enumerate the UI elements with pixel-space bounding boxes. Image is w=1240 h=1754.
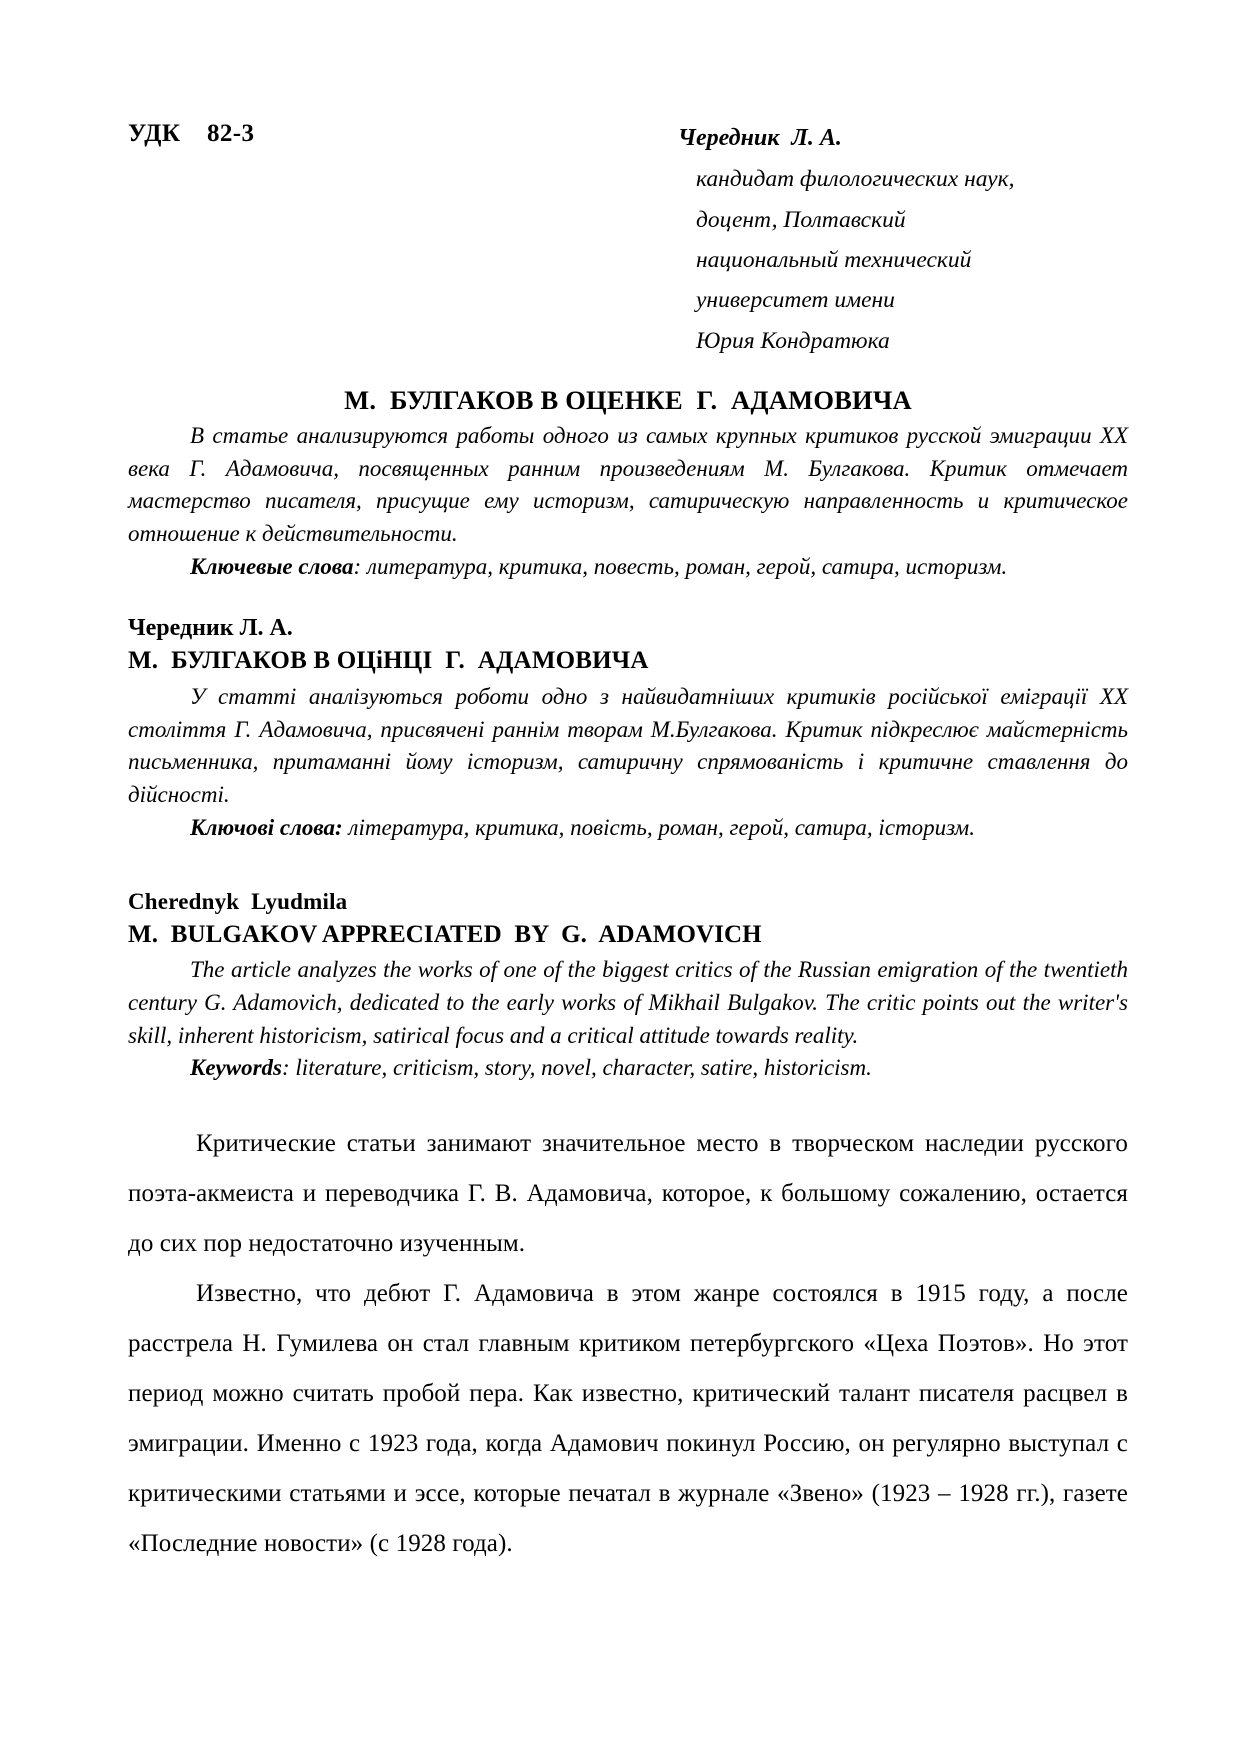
udc-value: 82-3 (206, 120, 255, 147)
keywords-russian-value: литература, критика, повесть, роман, герой, сатира, историзм. (366, 553, 1008, 579)
article-body (128, 1119, 1128, 1569)
keywords-ukrainian (128, 812, 1128, 845)
keywords-russian (128, 551, 1128, 584)
udc-code (128, 118, 254, 148)
author-name: Чередник Л. А. (678, 125, 842, 151)
keywords-english-label: Keywords (190, 1055, 282, 1081)
abstract-english: The article analyzes the works of one of the biggest critics of the Russian emigration of the twentieth century G. Adamovich, dedicated to the early works of Mikhail Bulgakov. The critic points out the writer's skill, inherent historicism, satirical focus and a critical attitude towards reality. (128, 957, 1128, 1048)
udc-label: УДК (128, 120, 181, 147)
keywords-english-sep: : (282, 1055, 296, 1081)
author-ukrainian: Чередник Л. А. (128, 615, 293, 642)
keywords-ukrainian-label: Ключові слова: (190, 814, 343, 840)
page-title: М. БУЛГАКОВ В ОЦЕНКЕ Г. АДАМОВИЧА (344, 385, 912, 416)
abstract-ukrainian: У статті аналізуються роботи одно з найвидатніших критиків російської еміграції ХХ століття Г. Адамовича, присвячені раннім творам М.Булгакова. Критик підкреслює майстерність письменника, притаманні йому історизм, сатиричну спрямованість і критичне ставлення до дійсності. (128, 683, 1128, 807)
keywords-english (128, 1052, 1128, 1085)
author-english: Cherednyk Lyudmila (128, 889, 348, 915)
keywords-ukrainian-value: література, критика, повість, роман, герой, сатира, історизм. (348, 814, 975, 840)
title-english: M. BULGAKOV APPRECIATED BY G. ADAMOVICH (128, 920, 762, 948)
affiliation-line-2: доцент, Полтавский (696, 206, 906, 233)
body-paragraph-1: Критические статьи занимают значительное место в творческом наследии русского поэта-акмеиста и переводчика Г. В. Адамовича, которое, к большому сожалению, остается до сих пор недостаточно изученным. (128, 1130, 1128, 1258)
affiliation-line-5: Юрия Кондратюка (696, 327, 890, 354)
keywords-russian-sep: : (353, 553, 367, 579)
spacer-after-ukrainian (128, 844, 1128, 888)
abstract-russian: В статье анализируются работы одного из самых крупных критиков русской эмиграции ХХ века Г. Адамовича, посвященных ранним произведениям М. Булгакова. Критик отмечает мастерство писателя, присущие ему историзм, сатирическую направленность и критическое отношение к действительности. (128, 423, 1128, 547)
affiliation-line-1: кандидат филологических наук, (696, 166, 1015, 193)
author-affiliation-block (678, 118, 1116, 361)
keywords-russian-label: Ключевые слова (190, 553, 354, 579)
page-header (128, 118, 1128, 361)
spacer-after-russian (128, 583, 1128, 613)
affiliation-line-3: национальный технический (696, 247, 972, 274)
body-paragraph-2: Известно, что дебют Г. Адамовича в этом жанре состоялся в 1915 году, а после расстрела Н. Гумилева он стал главным критиком петербургского «Цеха Поэтов». Но этот период можно считать пробой пера. Как известно, критический талант писателя расцвел в эмиграции. Именно с 1923 года, когда Адамович покинул Россию, он регулярно выступал с критическими статьями и эссе, которые печатал в журнале «Звено» (1923 – 1928 гг.), газете «Последние новости» (с 1928 года). (128, 1280, 1128, 1558)
title-ukrainian: М. БУЛГАКОВ В ОЦіНЦІ Г. АДАМОВИЧА (128, 647, 649, 675)
affiliation-line-4: университет имени (696, 287, 895, 314)
keywords-english-value: literature, criticism, story, novel, character, satire, historicism. (295, 1055, 872, 1081)
